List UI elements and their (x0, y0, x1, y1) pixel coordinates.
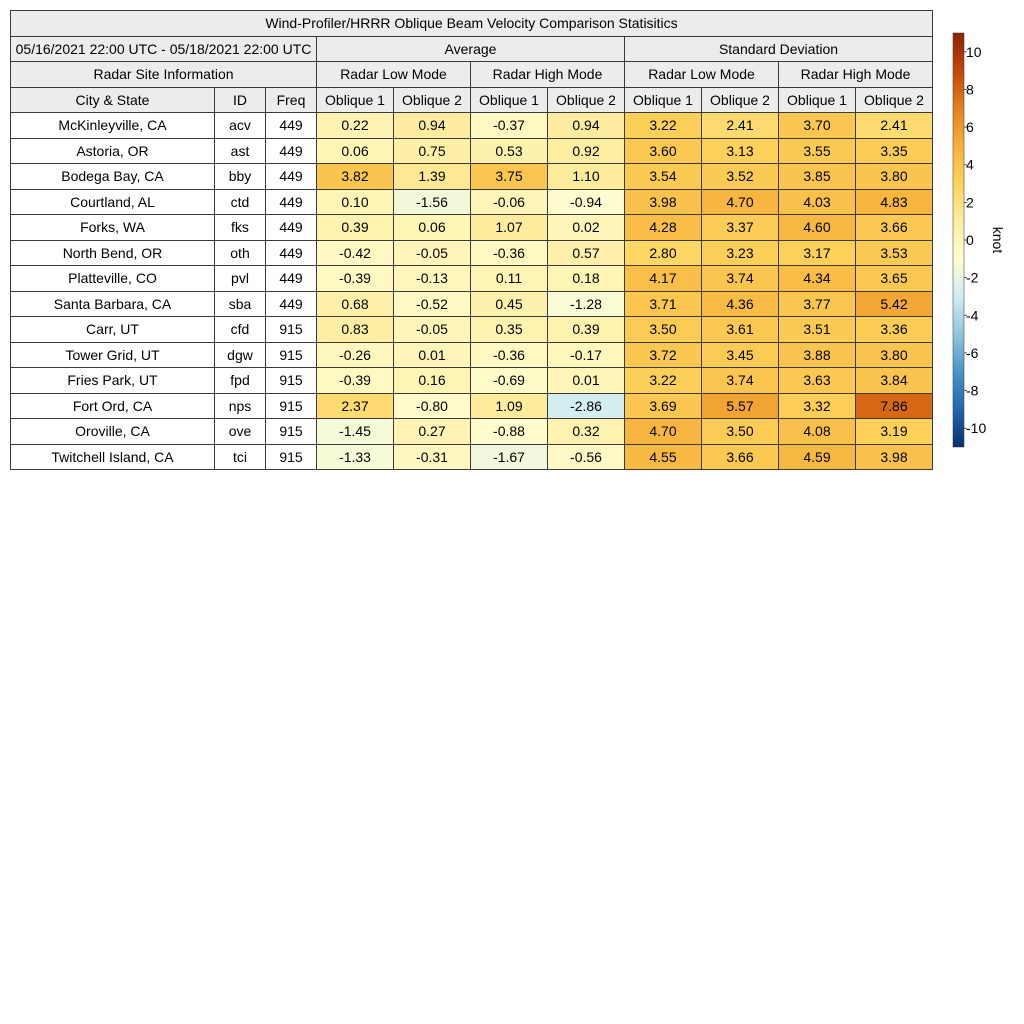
column-header-row (11, 87, 933, 113)
site-freq: 449 (266, 291, 317, 317)
site-id: cfd (215, 317, 266, 343)
value-cell: 0.10 (317, 189, 394, 215)
value-cell: -0.39 (317, 266, 394, 292)
title-row (11, 11, 933, 37)
value-cell: 0.92 (548, 138, 625, 164)
value-cell: 3.74 (702, 368, 779, 394)
colorbar-tick-label: -6 (966, 344, 979, 361)
table-row (11, 444, 933, 470)
value-cell: 3.37 (702, 215, 779, 241)
value-cell: 3.72 (625, 342, 702, 368)
value-cell: 3.53 (856, 240, 933, 266)
site-id: ast (215, 138, 266, 164)
value-cell: -0.39 (317, 368, 394, 394)
table-title: Wind-Profiler/HRRR Oblique Beam Velocity Comparison Statisitics (11, 11, 933, 37)
value-cell: 3.52 (702, 164, 779, 190)
colorbar-tick-label: -2 (966, 269, 979, 286)
value-cell: 0.01 (548, 368, 625, 394)
value-cell: 0.32 (548, 419, 625, 445)
value-cell: -0.94 (548, 189, 625, 215)
value-cell: 4.59 (779, 444, 856, 470)
value-cell: -0.52 (394, 291, 471, 317)
value-cell: -0.05 (394, 317, 471, 343)
value-cell: -1.67 (471, 444, 548, 470)
value-cell: 3.32 (779, 393, 856, 419)
value-cell: 3.75 (471, 164, 548, 190)
column-header: Oblique 2 (702, 87, 779, 113)
value-cell: 3.60 (625, 138, 702, 164)
value-cell: 3.71 (625, 291, 702, 317)
colorbar-tick-label: 0 (966, 232, 974, 248)
value-cell: -0.88 (471, 419, 548, 445)
value-cell: 3.22 (625, 368, 702, 394)
value-cell: 3.45 (702, 342, 779, 368)
site-city: Forks, WA (11, 215, 215, 241)
site-id: oth (215, 240, 266, 266)
site-city: Carr, UT (11, 317, 215, 343)
value-cell: 7.86 (856, 393, 933, 419)
value-cell: 2.80 (625, 240, 702, 266)
table-row (11, 291, 933, 317)
site-freq: 915 (266, 444, 317, 470)
site-city: Courtland, AL (11, 189, 215, 215)
colorbar-tick-label: 6 (966, 119, 974, 136)
value-cell: 4.28 (625, 215, 702, 241)
value-cell: 0.53 (471, 138, 548, 164)
value-cell: -0.06 (471, 189, 548, 215)
value-cell: 0.45 (471, 291, 548, 317)
value-cell: 3.51 (779, 317, 856, 343)
colorbar-tick-label: 8 (966, 81, 974, 98)
colorbar-tick-label: -4 (966, 307, 979, 324)
value-cell: 3.98 (856, 444, 933, 470)
value-cell: 4.03 (779, 189, 856, 215)
value-cell: 4.17 (625, 266, 702, 292)
mode-header: Radar High Mode (471, 62, 625, 88)
site-city: Astoria, OR (11, 138, 215, 164)
site-city: Platteville, CO (11, 266, 215, 292)
site-city: Fries Park, UT (11, 368, 215, 394)
value-cell: 2.37 (317, 393, 394, 419)
value-cell: 3.77 (779, 291, 856, 317)
table-row (11, 138, 933, 164)
value-cell: 4.60 (779, 215, 856, 241)
value-cell: 0.75 (394, 138, 471, 164)
colorbar-tick-label: 2 (966, 194, 974, 211)
column-header: ID (215, 87, 266, 113)
value-cell: 3.55 (779, 138, 856, 164)
table-row (11, 368, 933, 394)
table-row (11, 215, 933, 241)
value-cell: 4.36 (702, 291, 779, 317)
value-cell: 3.80 (856, 342, 933, 368)
statistics-table (10, 10, 933, 470)
site-id: pvl (215, 266, 266, 292)
value-cell: -1.28 (548, 291, 625, 317)
site-id: fpd (215, 368, 266, 394)
value-cell: 3.22 (625, 113, 702, 139)
value-cell: 3.63 (779, 368, 856, 394)
column-header: Oblique 2 (548, 87, 625, 113)
table-row (11, 240, 933, 266)
site-city: Oroville, CA (11, 419, 215, 445)
site-info-header: Radar Site Information (11, 62, 317, 88)
value-cell: -0.80 (394, 393, 471, 419)
site-freq: 449 (266, 138, 317, 164)
colorbar-tick-label: -10 (966, 420, 987, 437)
value-cell: 3.50 (625, 317, 702, 343)
value-cell: 0.94 (548, 113, 625, 139)
column-header: Oblique 1 (317, 87, 394, 113)
site-id: ctd (215, 189, 266, 215)
site-freq: 915 (266, 368, 317, 394)
value-cell: 0.11 (471, 266, 548, 292)
value-cell: 0.01 (394, 342, 471, 368)
value-cell: -1.45 (317, 419, 394, 445)
value-cell: 5.42 (856, 291, 933, 317)
site-id: sba (215, 291, 266, 317)
column-header: Oblique 1 (471, 87, 548, 113)
site-id: acv (215, 113, 266, 139)
colorbar-label: knot (990, 226, 1006, 254)
value-cell: 3.80 (856, 164, 933, 190)
site-freq: 449 (266, 113, 317, 139)
colorbar-tick-label: 10 (966, 43, 982, 60)
site-freq: 449 (266, 266, 317, 292)
value-cell: 3.82 (317, 164, 394, 190)
value-cell: -0.05 (394, 240, 471, 266)
site-freq: 915 (266, 342, 317, 368)
site-id: ove (215, 419, 266, 445)
site-city: Santa Barbara, CA (11, 291, 215, 317)
column-header: Freq (266, 87, 317, 113)
mode-header: Radar Low Mode (317, 62, 471, 88)
value-cell: 4.55 (625, 444, 702, 470)
table-row (11, 393, 933, 419)
value-cell: 3.74 (702, 266, 779, 292)
site-freq: 449 (266, 215, 317, 241)
colorbar-tick-label: -8 (966, 382, 979, 399)
site-city: Twitchell Island, CA (11, 444, 215, 470)
site-city: McKinleyville, CA (11, 113, 215, 139)
value-cell: 0.06 (394, 215, 471, 241)
value-cell: 3.65 (856, 266, 933, 292)
colorbar-tick-label: 4 (966, 156, 974, 173)
colorbar-gradient (953, 33, 964, 447)
site-city: Fort Ord, CA (11, 393, 215, 419)
site-id: dgw (215, 342, 266, 368)
value-cell: 0.39 (317, 215, 394, 241)
column-header: Oblique 2 (394, 87, 471, 113)
value-cell: 5.57 (702, 393, 779, 419)
table-row (11, 342, 933, 368)
value-cell: 0.83 (317, 317, 394, 343)
value-cell: 1.39 (394, 164, 471, 190)
site-city: Bodega Bay, CA (11, 164, 215, 190)
site-freq: 915 (266, 393, 317, 419)
table-row (11, 419, 933, 445)
site-id: fks (215, 215, 266, 241)
value-cell: 3.88 (779, 342, 856, 368)
value-cell: -0.26 (317, 342, 394, 368)
site-freq: 449 (266, 189, 317, 215)
value-cell: 3.61 (702, 317, 779, 343)
value-cell: 0.02 (548, 215, 625, 241)
value-cell: 0.18 (548, 266, 625, 292)
value-cell: 0.57 (548, 240, 625, 266)
value-cell: 0.06 (317, 138, 394, 164)
site-city: Tower Grid, UT (11, 342, 215, 368)
value-cell: -0.17 (548, 342, 625, 368)
site-id: tci (215, 444, 266, 470)
value-cell: 4.08 (779, 419, 856, 445)
value-cell: 1.07 (471, 215, 548, 241)
value-cell: -0.37 (471, 113, 548, 139)
site-city: North Bend, OR (11, 240, 215, 266)
value-cell: 0.35 (471, 317, 548, 343)
column-header: Oblique 1 (779, 87, 856, 113)
value-cell: 0.22 (317, 113, 394, 139)
value-cell: 4.83 (856, 189, 933, 215)
value-cell: 0.16 (394, 368, 471, 394)
column-header: City & State (11, 87, 215, 113)
site-freq: 449 (266, 164, 317, 190)
value-cell: 3.54 (625, 164, 702, 190)
value-cell: -0.56 (548, 444, 625, 470)
value-cell: 3.23 (702, 240, 779, 266)
value-cell: -0.36 (471, 342, 548, 368)
value-cell: -0.69 (471, 368, 548, 394)
value-cell: 0.94 (394, 113, 471, 139)
value-cell: 1.10 (548, 164, 625, 190)
value-cell: -0.31 (394, 444, 471, 470)
value-cell: 3.98 (625, 189, 702, 215)
value-cell: 4.70 (702, 189, 779, 215)
std-deviation-header: Standard Deviation (625, 36, 933, 62)
date-range: 05/16/2021 22:00 UTC - 05/18/2021 22:00 UTC (11, 36, 317, 62)
value-cell: 3.85 (779, 164, 856, 190)
value-cell: -0.13 (394, 266, 471, 292)
mode-header: Radar High Mode (779, 62, 933, 88)
average-header: Average (317, 36, 625, 62)
table-row (11, 189, 933, 215)
value-cell: -1.33 (317, 444, 394, 470)
group-header-row (11, 36, 933, 62)
site-id: nps (215, 393, 266, 419)
value-cell: 3.84 (856, 368, 933, 394)
table-row (11, 164, 933, 190)
value-cell: 1.09 (471, 393, 548, 419)
table-row (11, 317, 933, 343)
column-header: Oblique 1 (625, 87, 702, 113)
value-cell: -0.36 (471, 240, 548, 266)
value-cell: 3.19 (856, 419, 933, 445)
mode-header: Radar Low Mode (625, 62, 779, 88)
site-freq: 915 (266, 317, 317, 343)
value-cell: 2.41 (702, 113, 779, 139)
value-cell: 0.68 (317, 291, 394, 317)
value-cell: 4.70 (625, 419, 702, 445)
value-cell: 3.69 (625, 393, 702, 419)
value-cell: 3.13 (702, 138, 779, 164)
value-cell: 3.70 (779, 113, 856, 139)
table-row (11, 113, 933, 139)
site-freq: 915 (266, 419, 317, 445)
mode-header-row (11, 62, 933, 88)
value-cell: 3.66 (856, 215, 933, 241)
site-freq: 449 (266, 240, 317, 266)
column-header: Oblique 2 (856, 87, 933, 113)
value-cell: 3.35 (856, 138, 933, 164)
value-cell: 0.39 (548, 317, 625, 343)
value-cell: 4.34 (779, 266, 856, 292)
value-cell: 3.50 (702, 419, 779, 445)
table-row (11, 266, 933, 292)
value-cell: 3.17 (779, 240, 856, 266)
value-cell: 2.41 (856, 113, 933, 139)
value-cell: -0.42 (317, 240, 394, 266)
value-cell: 0.27 (394, 419, 471, 445)
colorbar (946, 28, 1016, 458)
value-cell: 3.36 (856, 317, 933, 343)
site-id: bby (215, 164, 266, 190)
value-cell: 3.66 (702, 444, 779, 470)
value-cell: -2.86 (548, 393, 625, 419)
value-cell: -1.56 (394, 189, 471, 215)
